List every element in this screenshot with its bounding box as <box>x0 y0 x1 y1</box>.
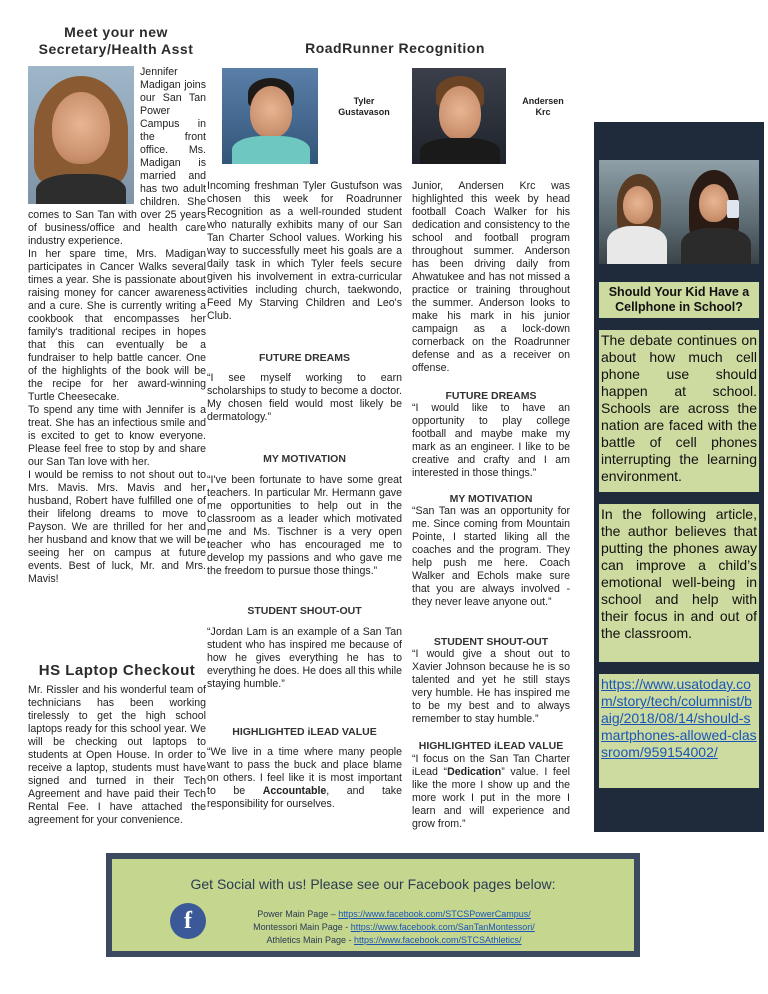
tyler-ilead-value: Accountable <box>262 785 327 797</box>
recognition-heading: RoadRunner Recognition <box>305 40 485 56</box>
sidebar-link-box <box>599 674 759 788</box>
tyler-motivation-heading: MY MOTIVATION <box>263 453 346 465</box>
sidebar-heading: Should Your Kid Have a Cellphone in School? <box>608 285 750 314</box>
facebook-link-row-athletics <box>214 934 574 947</box>
social-heading: Get Social with us! Please see our Facebook pages below: <box>190 876 556 892</box>
andersen-motivation-heading: MY MOTIVATION <box>449 493 533 505</box>
laptop-body: Mr. Rissler and his wonderful team of technicians has been working tirelessly to get the high school laptops ready for this school year. We will be checking out laptops to students at Open House. In order to receive a laptop, students must have signed and turned in their Tech Agreement and have paid their Tech Rental Fee. I have attached the agreement for your convenience. <box>28 684 206 826</box>
tyler-dreams-heading: FUTURE DREAMS <box>259 352 350 364</box>
secretary-heading-line2: Secretary/Health Asst <box>38 41 194 57</box>
tyler-name <box>326 96 402 118</box>
andersen-ilead-heading: HIGHLIGHTED iLEAD VALUE <box>418 740 564 752</box>
cellphone-photo <box>599 160 759 264</box>
tyler-dreams: “I see myself working to earn scholarships to study to become a doctor. My chosen field would most likely be dermatology.” <box>207 372 402 423</box>
facebook-link-row-montessori <box>214 921 574 934</box>
facebook-links <box>214 908 574 947</box>
tyler-intro: Incoming freshman Tyler Gustufson was chosen this week for Roadrunner Recognition as a well-rounded student who naturally exhibits many of our San Tan Charter School values. Working his way to successfully meet his goals are a daily task in which Tyler feels secure given his involvement in extra-curricular activities including church, taekwondo, Feed My Starving Children and Leo's Club. <box>207 180 402 322</box>
facebook-link-power[interactable]: https://www.facebook.com/STCSPowerCampus/ <box>338 909 531 919</box>
andersen-motivation: “San Tan was an opportunity for me. Since coming from Mountain Pointe, I started liking all the coaches and the program. They help push me here. Coach Walker and Echols make sure that you are always involved - they never leave anyone out.” <box>412 505 570 608</box>
andersen-ilead-text-1: “I focus on the San Tan Charter iLead “ <box>412 753 570 778</box>
andersen-shoutout: “I would give a shout out to Xavier Johnson because he is so talented and yet he still stays very humble. He has inspired me to be my best and to always remember to stay humble.” <box>412 648 570 725</box>
secretary-paragraph-3: To spend any time with Jennifer is a treat. She has an infectious smile and is excited to get to know everyone. Please feel free to stop by and share our San Tan love with her. <box>28 404 206 468</box>
secretary-heading <box>22 24 210 58</box>
andersen-ilead-text-2: ” value. I feel like the more I show up and the more work I put in the more I learn and will experience and grow from.” <box>412 766 570 830</box>
tyler-motivation: “I've been fortunate to have some great teachers. In particular Mr. Hermann gave me opportunities to help out in the classroom as a leader which motivated me and Ms. Tischner is a very open teacher who has encouraged me to develop my passions and who gave me the freedom to pursue those things.” <box>207 474 402 577</box>
andersen-photo <box>412 68 506 164</box>
andersen-name <box>510 96 576 118</box>
tyler-name-line2: Gustavason <box>338 107 390 117</box>
article-link[interactable]: https://www.usatoday.com/story/tech/columnist/baig/2018/08/14/should-smartphones-allowed-classroom/959154002/ <box>601 676 757 760</box>
facebook-link-row-power <box>214 908 574 921</box>
secretary-body <box>28 66 206 586</box>
andersen-name-line1: Andersen <box>522 96 564 106</box>
tyler-name-line1: Tyler <box>353 96 375 106</box>
tyler-ilead <box>207 746 402 811</box>
secretary-paragraph-4: I would be remiss to not shout out to Mrs. Mavis. Mrs. Mavis and her husband, Robert have fulfilled one of their lifelong dreams to move to Payson. We are thrilled for her and her husband and know that we will be seeing her on campus at future events. Best of luck, Mr. and Mrs. Mavis! <box>28 469 206 585</box>
andersen-ilead <box>412 753 570 831</box>
laptop-heading: HS Laptop Checkout <box>38 662 196 679</box>
tyler-ilead-text-1: “We live in a time where many people want to pass the buck and place blame on others. I feel like it is most important to be <box>207 746 402 797</box>
tyler-ilead-heading: HIGHLIGHTED iLEAD VALUE <box>232 726 377 738</box>
andersen-ilead-value: Dedication <box>447 766 502 778</box>
andersen-intro: Junior, Andersen Krc was highlighted this week by head football Coach Walker for his dedication and consistency to the school and football program throughout summer. Anderson has been driving daily from Ahwatukee and has not missed a practice or training throughout the summer. Anderson looks to make his mark in his junior campaign as a lock-down cornerback on the Roadrunner defense and as a receiver on offense. <box>412 180 570 374</box>
tyler-photo <box>222 68 318 164</box>
andersen-shoutout-heading: STUDENT SHOUT-OUT <box>433 636 549 648</box>
andersen-dreams-heading: FUTURE DREAMS <box>445 390 537 402</box>
facebook-link-athletics[interactable]: https://www.facebook.com/STCSAthletics/ <box>353 935 522 945</box>
facebook-link-montessori[interactable]: https://www.facebook.com/SanTanMontessori/ <box>350 922 535 932</box>
facebook-link-label-athletics: Athletics Main Page - <box>266 935 354 945</box>
tyler-ilead-text-2: , and take responsibility for ourselves. <box>207 785 402 810</box>
sidebar-box-2-text: In the following article, the author believes that putting the phones away can improve a child’s emotional well-being in school and help with their focus in and out of the classroom. <box>601 506 757 641</box>
sidebar-box-2 <box>599 504 759 662</box>
secretary-heading-line1: Meet your new <box>64 24 168 40</box>
sidebar-box-1 <box>599 330 759 492</box>
secretary-paragraph-2: In her spare time, Mrs. Madigan participates in Cancer Walks several times a year. She is passionate about raising money for cancer awareness and a cure. She is currently writing a cookbook that encompasses her family's traditional recipes in hopes that this can eventually be a fundraiser to help battle cancer. One of the highlights of the book will be the recipe for her award-winning Turtle Cheesecake. <box>28 248 206 403</box>
sidebar-heading-box <box>599 282 759 318</box>
facebook-icon[interactable]: f <box>170 903 206 939</box>
tyler-shoutout: “Jordan Lam is an example of a San Tan student who has inspired me because of how he gives everything he has to everything he does. He does all this while staying humble.” <box>207 626 402 690</box>
andersen-name-line2: Krc <box>535 107 551 117</box>
tyler-shoutout-heading: STUDENT SHOUT-OUT <box>247 605 362 617</box>
facebook-link-label-montessori: Montessori Main Page - <box>253 922 351 932</box>
sidebar-box-1-text: The debate continues on about how much cell phone use should happen at school. Schools are across the nation are faced with the battle of cell phones interrupting the learning environment. <box>601 332 757 484</box>
facebook-link-label-power: Power Main Page – <box>257 909 339 919</box>
andersen-dreams: “I would like to have an opportunity to play college football and maybe make my mark as an engineer. I like to be creative and crafty and I am interested in those things.” <box>412 402 570 479</box>
secretary-paragraph-1: Jennifer Madigan joins our San Tan Power Campus in the front office. Ms. Madigan is married and has two adult children. She comes to San Tan with over 25 years of business/office and health care industry experience. <box>28 66 206 247</box>
